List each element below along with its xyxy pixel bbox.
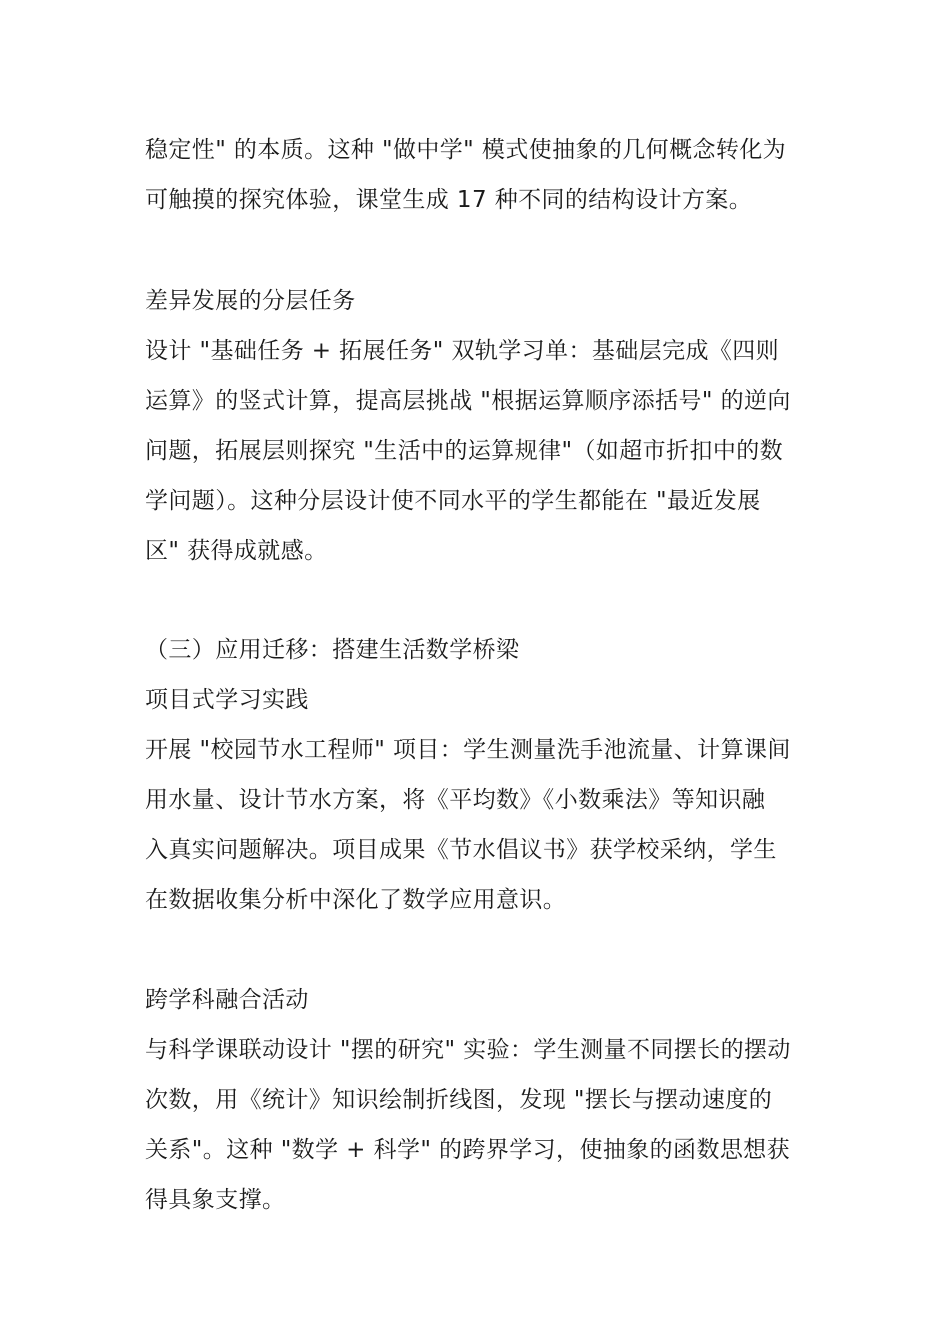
- paragraph-line: 得具象支撑。: [145, 1187, 286, 1213]
- paragraph-line: 学问题）。这种分层设计使不同水平的学生都能在 "最近发展: [145, 488, 761, 514]
- chapter-heading: （三）应用迁移：搭建生活数学桥梁: [145, 637, 520, 663]
- paragraph-line: 区" 获得成就感。: [145, 538, 328, 564]
- section-heading: 差异发展的分层任务: [145, 288, 356, 314]
- section-heading: 跨学科融合活动: [145, 987, 309, 1013]
- section-heading: 项目式学习实践: [145, 687, 309, 713]
- paragraph-line: 稳定性" 的本质。这种 "做中学" 模式使抽象的几何概念转化为: [145, 137, 787, 163]
- paragraph-line: 在数据收集分析中深化了数学应用意识。: [145, 887, 567, 913]
- paragraph-line: 问题，拓展层则探究 "生活中的运算规律"（如超市折扣中的数: [145, 438, 784, 464]
- paragraph-line: 与科学课联动设计 "摆的研究" 实验：学生测量不同摆长的摆动: [145, 1037, 791, 1063]
- paragraph-line: 入真实问题解决。项目成果《节水倡议书》获学校采纳，学生: [145, 837, 777, 863]
- paragraph-line: 关系"。这种 "数学 + 科学" 的跨界学习，使抽象的函数思想获: [145, 1137, 791, 1163]
- paragraph-line: 次数，用《统计》知识绘制折线图，发现 "摆长与摆动速度的: [145, 1087, 773, 1113]
- paragraph-line: 可触摸的探究体验，课堂生成 17 种不同的结构设计方案。: [145, 187, 753, 213]
- paragraph-line: 用水量、设计节水方案，将《平均数》《小数乘法》等知识融: [145, 787, 766, 813]
- paragraph-line: 开展 "校园节水工程师" 项目：学生测量洗手池流量、计算课间: [145, 737, 791, 763]
- paragraph-line: 设计 "基础任务 + 拓展任务" 双轨学习单：基础层完成《四则: [145, 338, 780, 364]
- paragraph-line: 运算》的竖式计算，提高层挑战 "根据运算顺序添括号" 的逆向: [145, 388, 791, 414]
